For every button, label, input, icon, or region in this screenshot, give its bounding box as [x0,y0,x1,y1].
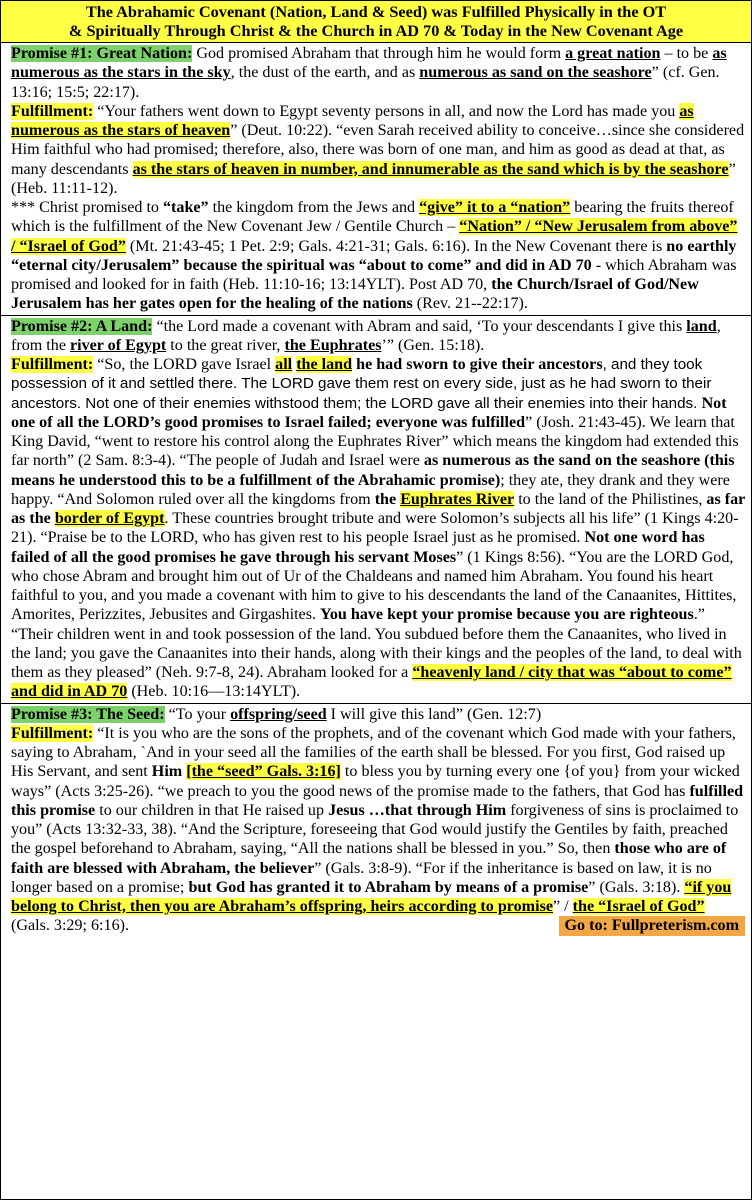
fulfillment-label: Fulfillment: [11,724,94,742]
promise-2-heading: Promise #2: A Land: [11,317,153,335]
promise-land-section [1,316,751,704]
fulfillment-label: Fulfillment: [11,102,94,120]
promise-3-paragraph: Promise #3: The Seed: “To your offspring/seed I will give this land” (Gen. 12:7) [11,705,542,723]
promise-great-nation-section [1,43,751,316]
fulfillment-3-paragraph: Fulfillment: “It is you who are the sons of the prophets, and of the covenant which God made with your fathers, saying to Abraham, `And in your seed all the families of the earth shall be blessed. For you first, God raised up His Servant, and sent Him [the “seed” Gals. 3:16] to bless you by turning every one {of you} from your wicked ways” (Acts 3:25-26). “we preach to you the good news of the promise made to the fathers, that God has fulfilled this promise to our children in that He raised up Jesus …that through Him forgiveness of sins is proclaimed to you” (Acts 13:32-33, 38). “And the Scripture, foreseeing that God would justify the Gentiles by faith, preached the gospel beforehand to Abraham, saying, “All the nations shall be blessed in you.” So, then those who are of faith are blessed with Abraham, the believer” (Gals. 3:8-9). “For if the inheritance is based on law, it is no longer based on a promise; but God has granted it to Abraham by means of a promise” (Gals. 3:18). “if you belong to Christ, then you are Abraham’s offspring, heirs according to promise” / the “Israel of God” (Gals. 3:29; 6:16). Go to: Fullpreterism.com [11,724,744,935]
fulfillment-label: Fulfillment: [11,356,94,373]
promise-1-heading: Promise #1: Great Nation: [11,45,193,62]
fulfillment-2-paragraph: Fulfillment: “So, the LORD gave Israel all the land he had sworn to give their ancestors, and they took possession of it and settled there. The LORD gave them rest on every side, just as he had sworn to their ancestors. Not one of their enemies withstood them; the LORD gave all their enemies into their hands. Not one of all the LORD’s good promises to Israel failed; everyone was fulfilled” (Josh. 21:43-45). We learn that King David, “went to restore his control along the Euphrates River” which means the kingdom had extended this far north” (2 Sam. 8:3-4). “The people of Judah and Israel were as numerous as the sand on the seashore (this means he understood this to be a fulfillment of the Abrahamic promise); they ate, they drank and they were happy. “And Solomon ruled over all the kingdoms from the Euphrates River to the land of the Philistines, as far as the border of Egypt. These countries brought tribute and were Solomon’s subjects all his life” (1 Kings 4:20-21). “Praise be to the LORD, who has given rest to his people Israel just as he promised. Not one word has failed of all the good promises he gave through his servant Moses” (1 Kings 8:56). “You are the LORD God, who chose Abram and brought him out of Ur of the Chaldeans and named him Abraham. You found his heart faithful to you, and you made a covenant with him to give to his descendants the land of the Canaanites, Hittites, Amorites, Perizzites, Jebusites and Girgashites. You have kept your promise because you are righteous.” “Their children went in and took possession of the land. You subdued before them the Canaanites, who lived in the land; you gave the Canaanites into their hands, along with their kings and the peoples of the land, to deal with them as they pleased” (Neh. 9:7-8, 24). Abraham looked for a “heavenly land / city that was “about to come” and did in AD 70 (Heb. 10:16—13:14YLT). [11,356,745,701]
fulfillment-1-paragraph: Fulfillment: “Your fathers went down to Egypt seventy persons in all, and now the Lord has made you as numerous as the stars of heaven” (Deut. 10:22). “even Sarah received ability to conceive…since she considered Him faithful who had promised; therefore, also, there was born of one man, and him as good as dead at that, as many descendants as the stars of heaven in number, and innumerable as the sand which is by the seashore” (Heb. 11:11-12). [11,102,745,197]
promise-3-heading: Promise #3: The Seed: [11,705,165,723]
promise-1-paragraph: Promise #1: Great Nation: God promised Abraham that through him he would form a great nation – to be as numerous as the stars in the sky, the dust of the earth, and as numerous as sand on the seashore” (cf. Gen. 13:16; 15:5; 22:17). [11,45,727,101]
goto-website-link[interactable]: Go to: Fullpreterism.com [559,916,745,935]
document-title [1,1,751,43]
christ-nation-paragraph: *** Christ promised to “take” the kingdom from the Jews and “give” it to a “nation” bearing the fruits thereof which is the fulfillment of the New Covenant Jew / Gentile Church – “Nation” / “New Jerusalem from above” / “Israel of God” (Mt. 21:43-45; 1 Pet. 2:9; Gals. 4:21-31; Gals. 6:16). In the New Covenant there is no earthly “eternal city/Jerusalem” because the spiritual was “about to come” and did in AD 70 - which Abraham was promised and looked for in faith (Heb. 11:10-16; 13:14YLT). Post AD 70, the Church/Israel of God/New Jerusalem has her gates open for the healing of the nations (Rev. 21--22:17). [11,199,738,313]
title-line-2: & Spiritually Through Christ & the Church in AD 70 & Today in the New Covenant Age [68,21,684,40]
title-line-1: The Abrahamic Covenant (Nation, Land & Seed) was Fulfilled Physically in the OT [85,2,667,21]
promise-seed-section [1,704,751,937]
promise-2-paragraph: Promise #2: A Land: “the Lord made a covenant with Abram and said, ‘To your descendants I give this land, from the river of Egypt to the great river, the Euphrates’” (Gen. 15:18). [11,317,721,354]
